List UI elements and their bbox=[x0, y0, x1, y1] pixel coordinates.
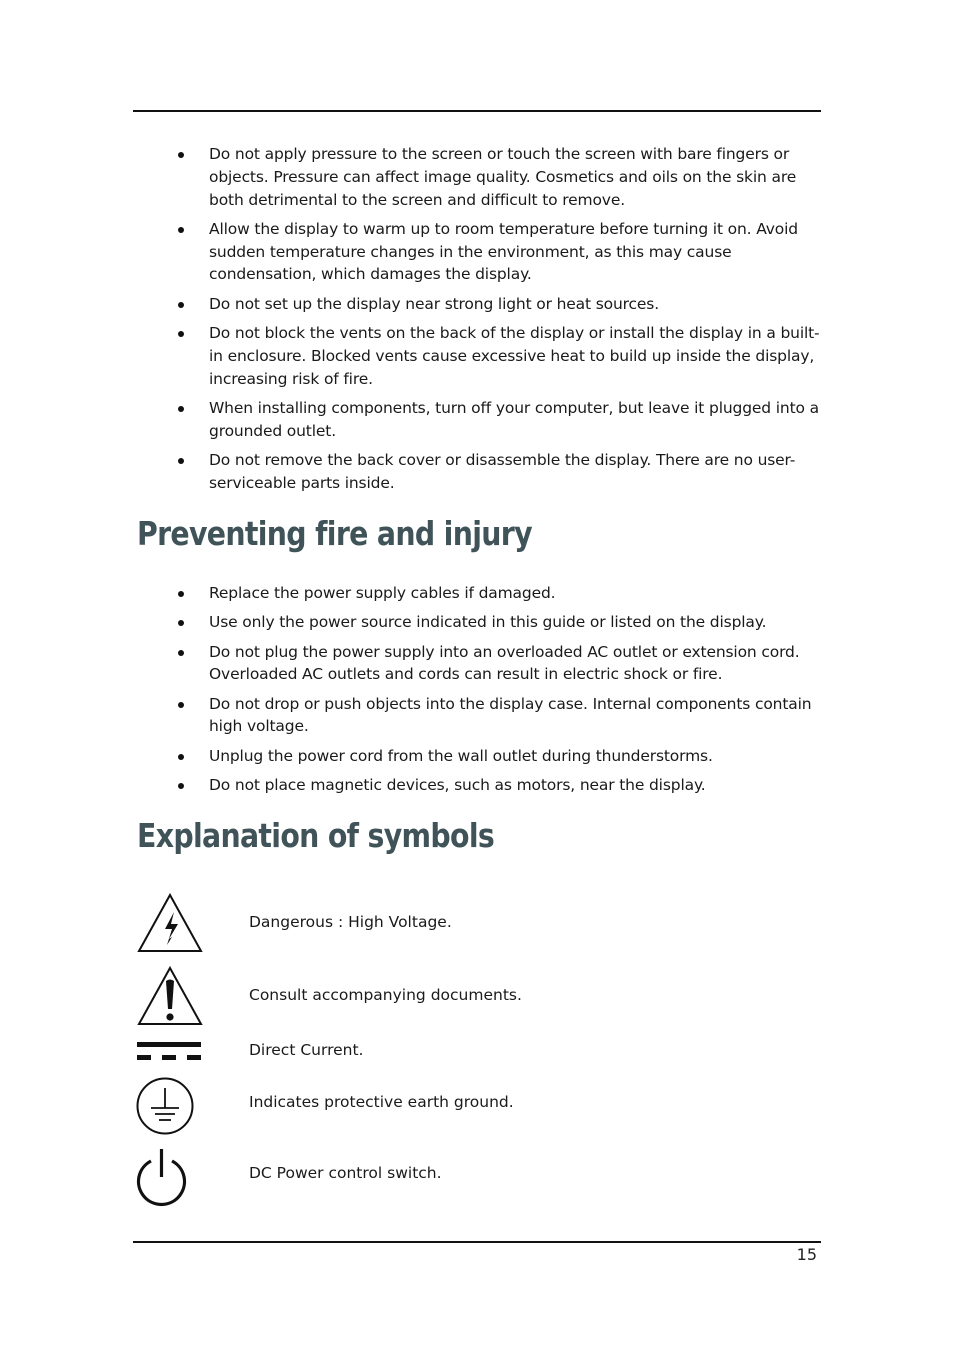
list-item-text: When installing components, turn off your computer, but leave it plugged into a grounded outlet. bbox=[209, 398, 819, 440]
list-item-text: Allow the display to warm up to room temperature before turning it on. Avoid sudden temperature changes in the environment, as this may cause condensation, which damages the display. bbox=[209, 219, 798, 284]
fire-injury-list bbox=[176, 582, 821, 803]
symbol-description: Direct Current. bbox=[249, 1041, 364, 1059]
symbol-row bbox=[136, 1076, 821, 1136]
high-voltage-warning-icon bbox=[136, 892, 204, 954]
list-item-text: Do not remove the back cover or disassemble the display. There are no user-serviceable parts inside. bbox=[209, 451, 796, 492]
header-rule bbox=[133, 110, 821, 112]
list-item-text: Do not plug the power supply into an overloaded AC outlet or extension cord. Overloaded AC outlets and cords can result in electric shock or fire. bbox=[209, 642, 800, 684]
list-item bbox=[176, 322, 821, 390]
symbol-row bbox=[136, 1040, 821, 1064]
section-heading-fire: Preventing fire and injury bbox=[137, 514, 532, 553]
direct-current-icon bbox=[136, 1040, 204, 1064]
list-item bbox=[176, 218, 821, 286]
symbol-description: Indicates protective earth ground. bbox=[249, 1093, 514, 1111]
bullet-icon bbox=[178, 591, 184, 597]
symbol-description: DC Power control switch. bbox=[249, 1164, 442, 1182]
bullet-icon bbox=[178, 754, 184, 760]
list-item-text: Replace the power supply cables if damaged. bbox=[209, 584, 556, 602]
list-item-text: Use only the power source indicated in this guide or listed on the display. bbox=[209, 613, 767, 632]
list-item bbox=[176, 143, 821, 211]
protective-earth-ground-icon bbox=[136, 1076, 196, 1136]
list-item bbox=[176, 397, 821, 443]
symbol-row bbox=[136, 1145, 821, 1207]
bullet-icon bbox=[178, 650, 184, 656]
bullet-icon bbox=[178, 152, 184, 158]
footer-rule bbox=[133, 1241, 821, 1243]
symbol-description: Dangerous : High Voltage. bbox=[249, 913, 452, 931]
bullet-icon bbox=[178, 331, 184, 337]
caution-exclamation-icon bbox=[136, 965, 204, 1027]
page-number: 15 bbox=[796, 1245, 817, 1264]
list-item bbox=[176, 745, 821, 768]
symbol-row bbox=[136, 892, 821, 954]
list-item-text: Unplug the power cord from the wall outlet during thunderstorms. bbox=[209, 746, 713, 765]
list-item bbox=[176, 774, 821, 797]
list-item bbox=[176, 611, 821, 634]
power-switch-icon bbox=[136, 1145, 192, 1207]
list-item bbox=[176, 582, 821, 605]
list-item bbox=[176, 641, 821, 687]
precautions-list bbox=[176, 143, 821, 501]
list-item bbox=[176, 693, 821, 739]
list-item bbox=[176, 449, 821, 495]
bullet-icon bbox=[178, 406, 184, 412]
symbol-row bbox=[136, 965, 821, 1027]
list-item-text: Do not set up the display near strong light or heat sources. bbox=[209, 294, 660, 313]
list-item-text: Do not apply pressure to the screen or touch the screen with bare fingers or objects. Pressure can affect image quality. Cosmetics and oils on the skin are both detrimental to the screen and difficult to remove. bbox=[209, 145, 797, 209]
bullet-icon bbox=[178, 620, 184, 626]
bullet-icon bbox=[178, 458, 184, 464]
list-item-text: Do not block the vents on the back of the display or install the display in a built-in enclosure. Blocked vents cause excessive heat to build up inside the display, increasing risk of fire. bbox=[209, 324, 820, 388]
bullet-icon bbox=[178, 227, 184, 233]
section-heading-symbols: Explanation of symbols bbox=[137, 816, 495, 855]
symbol-description: Consult accompanying documents. bbox=[249, 986, 522, 1004]
list-item bbox=[176, 293, 821, 316]
bullet-icon bbox=[178, 302, 184, 308]
bullet-icon bbox=[178, 702, 184, 708]
list-item-text: Do not place magnetic devices, such as motors, near the display. bbox=[209, 776, 706, 795]
list-item-text: Do not drop or push objects into the display case. Internal components contain high voltage. bbox=[209, 694, 812, 736]
bullet-icon bbox=[178, 783, 184, 789]
